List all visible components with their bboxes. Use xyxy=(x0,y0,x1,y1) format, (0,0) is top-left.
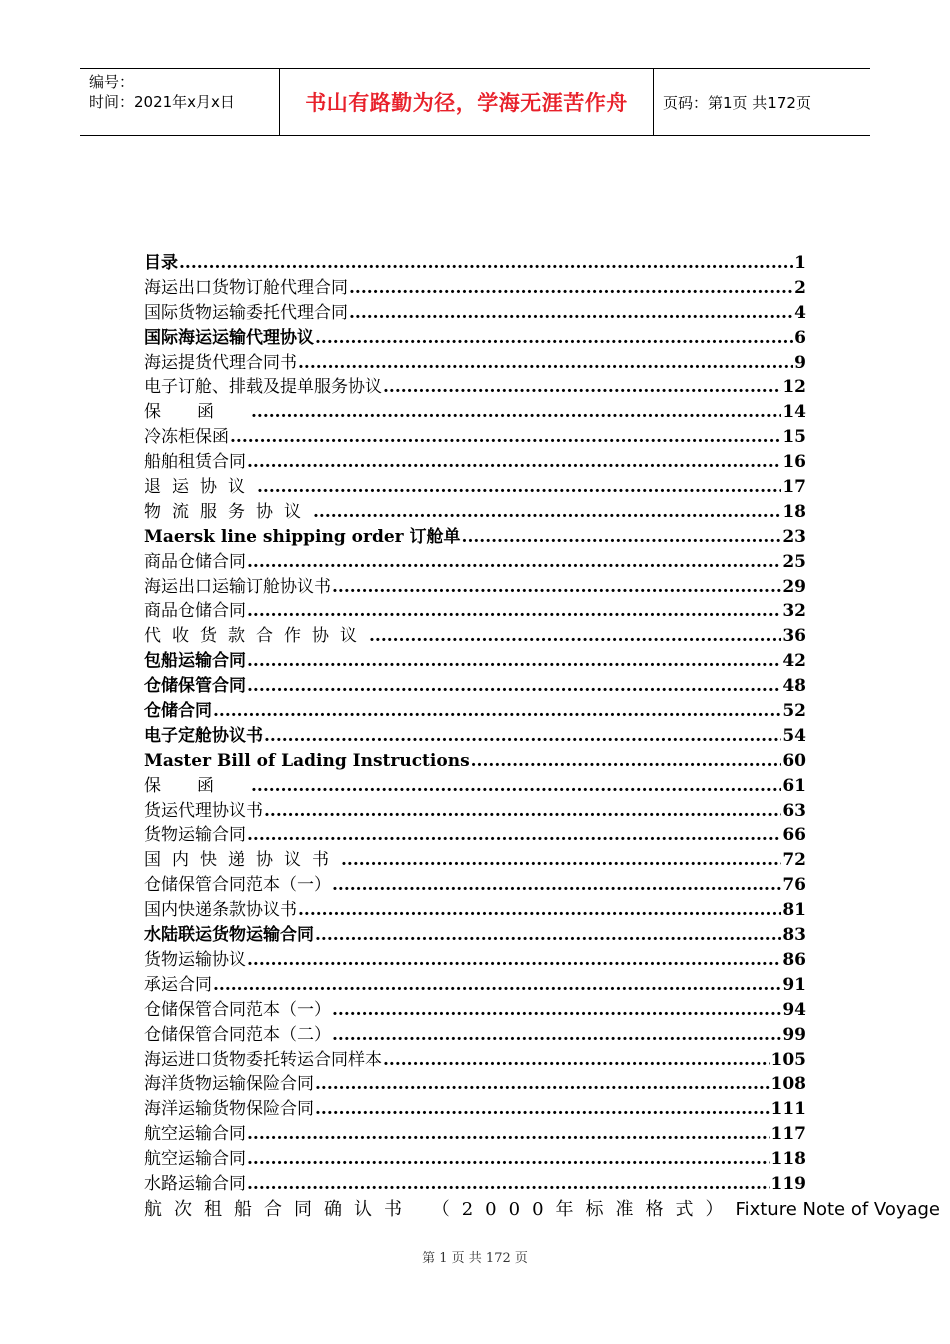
toc-entry-title: 海运出口运输订舱协议书 xyxy=(144,576,331,597)
toc-entry-page: 118 xyxy=(770,1149,806,1170)
toc-entry[interactable] xyxy=(144,1072,806,1097)
toc-entry-page: 60 xyxy=(782,750,806,771)
toc-entry-title: Master Bill of Lading Instructions xyxy=(144,750,470,771)
toc-entry-page: 29 xyxy=(782,576,806,597)
toc-entry-title: 商品仓储合同 xyxy=(144,551,246,572)
toc-entry-page: 117 xyxy=(770,1124,806,1145)
toc-entry-page: 9 xyxy=(794,352,806,373)
toc-leader-dots xyxy=(383,1048,770,1073)
page-footer: 第 1 页 共 172 页 xyxy=(422,1251,528,1266)
toc-entry-page: 4 xyxy=(794,302,806,323)
toc-entry[interactable] xyxy=(144,599,806,624)
toc-entry-title: 货物运输合同 xyxy=(144,825,246,846)
toc-entry[interactable] xyxy=(144,301,806,326)
toc-leader-dots xyxy=(247,649,781,674)
toc-entry-title: 航空运输合同 xyxy=(144,1124,246,1145)
toc-entry[interactable] xyxy=(144,1097,806,1122)
toc-entry-title: 承运合同 xyxy=(144,974,212,995)
toc-entry-title: Maersk line shipping order 订舱单 xyxy=(144,526,461,547)
toc-entry[interactable] xyxy=(144,1122,806,1147)
toc-entry-title: 保函 xyxy=(144,775,250,796)
toc-entry-title: 海运提货代理合同书 xyxy=(144,352,297,373)
toc-leader-dots xyxy=(179,251,793,276)
toc-entry-page: 61 xyxy=(782,775,806,796)
toc-leader-dots xyxy=(264,799,781,824)
toc-entry-title: 目录 xyxy=(144,253,178,273)
toc-entry-page: 15 xyxy=(782,427,806,448)
toc-entry-title: 国内快递协议书 xyxy=(144,850,340,871)
toc-entry[interactable] xyxy=(144,674,806,699)
toc-entry[interactable] xyxy=(144,251,806,276)
page-header xyxy=(80,68,870,136)
toc-entry-page: 91 xyxy=(782,974,806,995)
toc-entry[interactable] xyxy=(144,276,806,301)
toc-leader-dots xyxy=(247,599,781,624)
toc-entry[interactable] xyxy=(144,1172,806,1197)
toc-entry-title: 代收货款合作协议 xyxy=(144,626,368,647)
toc-entry-page: 6 xyxy=(794,327,806,348)
toc-entry[interactable] xyxy=(144,649,806,674)
toc-entry-title: 电子定舱协议书 xyxy=(144,725,263,746)
toc-leader-dots xyxy=(341,848,781,873)
header-page-info: 页码：第1页 共172页 xyxy=(663,93,811,112)
toc-leader-dots xyxy=(313,500,781,525)
toc-entry-page: 1 xyxy=(794,253,806,273)
toc-entry-title: 海运进口货物委托转运合同样本 xyxy=(144,1049,382,1070)
toc-leader-dots xyxy=(315,326,793,351)
toc-entry-title: 仓储保管合同范本（一） xyxy=(144,999,331,1020)
toc-leader-dots xyxy=(471,749,782,774)
toc-leader-dots xyxy=(257,475,781,500)
toc-leader-dots xyxy=(230,425,781,450)
toc-entry-page: 17 xyxy=(782,477,806,498)
toc-entry-page: 83 xyxy=(782,925,806,946)
toc-entry-page: 72 xyxy=(782,850,806,871)
toc-entry-title: 仓储保管合同范本（二） xyxy=(144,1024,331,1045)
toc-leader-dots xyxy=(349,301,793,326)
toc-entry[interactable] xyxy=(144,848,806,873)
toc-leader-dots xyxy=(247,674,781,699)
number-label: 编号： xyxy=(89,73,135,91)
toc-entry[interactable] xyxy=(144,898,806,923)
toc-entry[interactable] xyxy=(144,550,806,575)
toc-entry-title: 退运协议 xyxy=(144,477,256,498)
toc-entry[interactable] xyxy=(144,575,806,600)
toc-entry-page: 86 xyxy=(782,949,806,970)
toc-last-line-en: Fixture Note of Voyage xyxy=(735,1198,941,1220)
toc-leader-dots xyxy=(251,774,781,799)
toc-entry-page: 94 xyxy=(782,999,806,1020)
toc-leader-dots xyxy=(213,973,781,998)
toc-entry[interactable] xyxy=(144,1023,806,1048)
toc-leader-dots xyxy=(247,823,781,848)
toc-entry[interactable] xyxy=(144,998,806,1023)
toc-entry[interactable] xyxy=(144,724,806,749)
toc-entry-page: 14 xyxy=(782,402,806,423)
header-meta xyxy=(80,69,280,135)
toc-entry[interactable] xyxy=(144,923,806,948)
toc-entry-title: 冷冻柜保函 xyxy=(144,427,229,448)
toc-leader-dots xyxy=(247,1122,770,1147)
toc-leader-dots xyxy=(247,948,781,973)
toc-entry-title: 货物运输协议 xyxy=(144,949,246,970)
toc-entry[interactable] xyxy=(144,375,806,400)
toc-entry-page: 111 xyxy=(770,1099,806,1120)
toc-last-line xyxy=(144,1197,941,1223)
toc-entry-title: 海洋货物运输保险合同 xyxy=(144,1074,314,1095)
toc-entry-page: 36 xyxy=(782,626,806,647)
toc-entry-title: 国际海运运输代理协议 xyxy=(144,327,314,348)
toc-last-line-cn: 航次租船合同确认书 （2000年标准格式） xyxy=(144,1198,736,1220)
toc-entry-title: 水路运输合同 xyxy=(144,1173,246,1194)
toc-entry[interactable] xyxy=(144,525,806,550)
toc-entry[interactable] xyxy=(144,425,806,450)
toc-entry-page: 81 xyxy=(782,900,806,921)
toc-leader-dots xyxy=(332,998,781,1023)
toc-entry-page: 23 xyxy=(782,526,806,547)
toc-leader-dots xyxy=(247,550,781,575)
toc-leader-dots xyxy=(298,898,781,923)
toc-entry-page: 2 xyxy=(794,277,806,298)
toc-entry[interactable] xyxy=(144,1147,806,1172)
toc-entry[interactable] xyxy=(144,326,806,351)
toc-entry[interactable] xyxy=(144,475,806,500)
toc-entry[interactable] xyxy=(144,749,806,774)
toc-entry-page: 12 xyxy=(782,377,806,398)
toc-entry[interactable] xyxy=(144,799,806,824)
toc-entry-page: 48 xyxy=(782,676,806,697)
toc-leader-dots xyxy=(251,400,781,425)
toc-entry-page: 99 xyxy=(782,1024,806,1045)
toc-leader-dots xyxy=(315,923,781,948)
toc-leader-dots xyxy=(247,450,781,475)
toc-leader-dots xyxy=(247,1147,770,1172)
header-motto: 书山有路勤为径，学海无涯苦作舟 xyxy=(280,69,654,135)
toc-leader-dots xyxy=(315,1072,770,1097)
toc-entry-page: 63 xyxy=(782,800,806,821)
toc-leader-dots xyxy=(332,575,781,600)
toc-leader-dots xyxy=(247,1172,770,1197)
toc-entry[interactable] xyxy=(144,774,806,799)
toc-entry-title: 物流服务协议 xyxy=(144,501,312,522)
toc-leader-dots xyxy=(213,699,781,724)
toc-entry[interactable] xyxy=(144,823,806,848)
toc-leader-dots xyxy=(332,1023,781,1048)
toc-entry-page: 54 xyxy=(782,725,806,746)
toc-entry-page: 42 xyxy=(782,651,806,672)
toc-entry-title: 海运出口货物订舱代理合同 xyxy=(144,277,348,298)
toc-leader-dots xyxy=(332,873,781,898)
toc-entry-title: 水陆联运货物运输合同 xyxy=(144,925,314,946)
toc-entry-title: 国内快递条款协议书 xyxy=(144,900,297,921)
toc-entry-page: 18 xyxy=(782,501,806,522)
toc-leader-dots xyxy=(369,624,781,649)
toc-entry-title: 货运代理协议书 xyxy=(144,800,263,821)
toc-entry[interactable] xyxy=(144,624,806,649)
toc-entry-title: 仓储保管合同范本（一） xyxy=(144,875,331,896)
toc-leader-dots xyxy=(264,724,781,749)
table-of-contents xyxy=(144,251,941,1223)
toc-entry-title: 国际货物运输委托代理合同 xyxy=(144,302,348,323)
toc-entry[interactable] xyxy=(144,500,806,525)
toc-entry-title: 电子订舱、排载及提单服务协议 xyxy=(144,377,382,398)
toc-entry-page: 25 xyxy=(782,551,806,572)
toc-leader-dots xyxy=(298,351,793,376)
toc-entry-title: 海洋运输货物保险合同 xyxy=(144,1099,314,1120)
toc-entry[interactable] xyxy=(144,450,806,475)
toc-entry[interactable] xyxy=(144,351,806,376)
toc-entry-page: 76 xyxy=(782,875,806,896)
toc-entry-title: 船舶租赁合同 xyxy=(144,452,246,473)
toc-leader-dots xyxy=(462,525,782,550)
toc-entry-title: 仓储保管合同 xyxy=(144,676,246,697)
toc-entry[interactable] xyxy=(144,400,806,425)
toc-entry-title: 航空运输合同 xyxy=(144,1149,246,1170)
toc-entry[interactable] xyxy=(144,1048,806,1073)
toc-entry-page: 119 xyxy=(770,1173,806,1194)
toc-entry[interactable] xyxy=(144,973,806,998)
toc-leader-dots xyxy=(383,375,781,400)
toc-leader-dots xyxy=(349,276,793,301)
toc-entry-page: 52 xyxy=(782,701,806,722)
toc-leader-dots xyxy=(315,1097,770,1122)
toc-entry-page: 32 xyxy=(782,601,806,622)
toc-entry-page: 108 xyxy=(770,1074,806,1095)
toc-entry-title: 商品仓储合同 xyxy=(144,601,246,622)
toc-entry-page: 105 xyxy=(770,1049,806,1070)
toc-entry-title: 包船运输合同 xyxy=(144,651,246,672)
toc-entry-title: 仓储合同 xyxy=(144,701,212,722)
toc-entry-page: 66 xyxy=(782,825,806,846)
toc-entry-title: 保函 xyxy=(144,402,250,423)
toc-entry[interactable] xyxy=(144,948,806,973)
time-label: 时间：2021年x月x日 xyxy=(89,93,235,111)
toc-entry[interactable] xyxy=(144,873,806,898)
toc-entry[interactable] xyxy=(144,699,806,724)
toc-entry-page: 16 xyxy=(782,452,806,473)
